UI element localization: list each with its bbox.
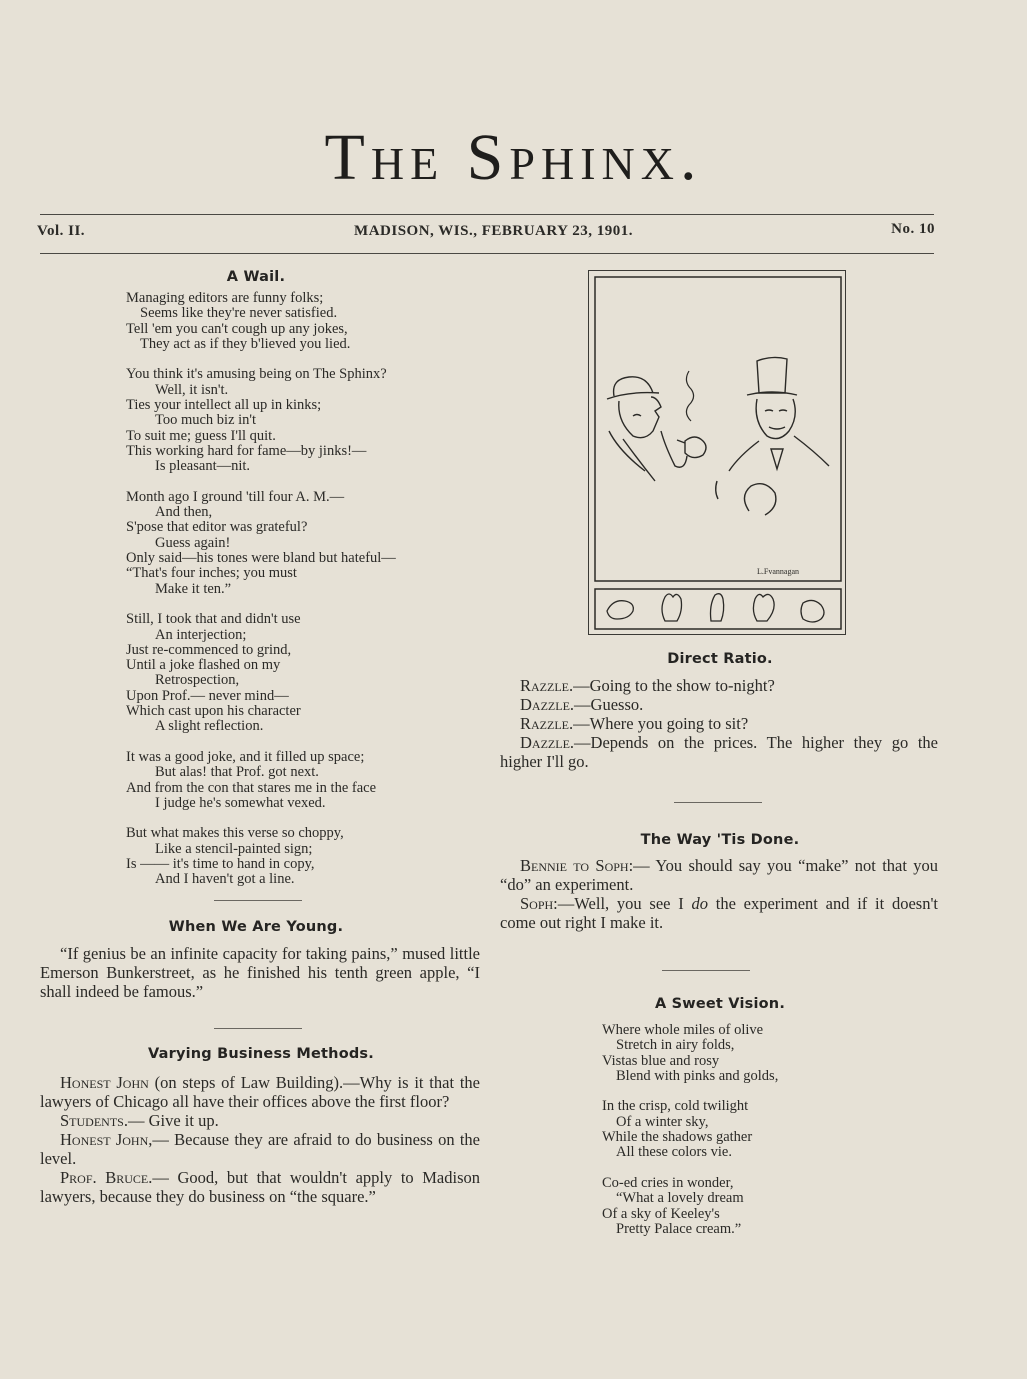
poem-line: I judge he's somewhat vexed. bbox=[155, 794, 326, 811]
speech: — Because they are afraid to do business on the level. bbox=[40, 1130, 480, 1168]
poem-line: Until a joke flashed on my bbox=[126, 657, 281, 674]
poem-line: Which cast upon his character bbox=[126, 703, 301, 720]
dialogue-line bbox=[500, 695, 938, 714]
a-wail-stanza-3 bbox=[126, 490, 396, 597]
poem-line: Just re-commenced to grind, bbox=[126, 641, 292, 658]
masthead-title: The Sphinx. bbox=[324, 121, 703, 194]
dialogue-line bbox=[500, 856, 938, 894]
poem-line: Seems like they're never satisfied. bbox=[140, 305, 338, 322]
poem-line: And then, bbox=[155, 504, 213, 521]
cartoon-signature: L.Fvannagan bbox=[757, 567, 799, 576]
a-wail-stanza-2 bbox=[126, 367, 396, 474]
when-young-paragraph: “If genius be an infinite capacity for taking pains,” mused little Emerson Bunkerstreet, as he finished his tenth green apple, “I shall indeed be famous.” bbox=[40, 944, 480, 1001]
poem-line: “That's four inches; you must bbox=[126, 565, 297, 582]
poem-line: Is pleasant—nit. bbox=[155, 458, 251, 475]
poem-line: S'pose that editor was grateful? bbox=[126, 519, 308, 536]
poem-line: To suit me; guess I'll quit. bbox=[126, 427, 276, 444]
poem-line: Stretch in airy folds, bbox=[616, 1037, 735, 1054]
speech: — You should say you “make” not that you “do” an experiment. bbox=[500, 856, 939, 894]
speech: —Where you going to sit? bbox=[573, 714, 749, 733]
speech: —Guesso. bbox=[574, 695, 644, 714]
speaker: Dazzle. bbox=[520, 733, 575, 752]
speaker: Students. bbox=[60, 1111, 128, 1130]
a-wail-poem bbox=[126, 291, 396, 903]
poem-line: All these colors vie. bbox=[616, 1144, 732, 1161]
poem-line: Guess again! bbox=[155, 534, 231, 551]
poem-line: This working hard for fame—by jinks!— bbox=[126, 442, 367, 459]
poem-line: Too much biz in't bbox=[155, 412, 257, 429]
poem-line: “What a lovely dream bbox=[616, 1190, 744, 1207]
speaker: Soph: bbox=[520, 894, 558, 913]
volume-label: Vol. II. bbox=[37, 223, 86, 239]
speaker: Honest John, bbox=[60, 1130, 153, 1149]
dialogue-line bbox=[500, 676, 938, 695]
man-with-top-hat-figure bbox=[716, 357, 829, 515]
poem-line: Upon Prof.— never mind— bbox=[126, 687, 289, 704]
poem-line: Managing editors are funny folks; bbox=[126, 290, 324, 306]
poem-line: Retrospection, bbox=[155, 672, 240, 689]
dialogue-line bbox=[40, 1111, 480, 1130]
poem-line: But alas! that Prof. got next. bbox=[155, 764, 319, 781]
speech: (on steps of Law Building).—Why is it that the lawyers of Chicago all have their offices above the first floor? bbox=[40, 1073, 480, 1111]
dialogue-line bbox=[500, 733, 938, 771]
poem-line: Month ago I ground 'till four A. M.— bbox=[126, 488, 345, 505]
direct-ratio-title: Direct Ratio. bbox=[667, 651, 773, 667]
poem-line: Tell 'em you can't cough up any jokes, bbox=[126, 320, 348, 337]
dialogue-line bbox=[40, 1073, 480, 1111]
poem-line: Of a sky of Keeley's bbox=[602, 1205, 720, 1222]
poem-line: A slight reflection. bbox=[155, 718, 264, 735]
speech: —Depends on the prices. The higher they go the higher I'll go. bbox=[500, 733, 938, 771]
sweet-vision-stanza-3 bbox=[602, 1176, 778, 1237]
poem-line: And I haven't got a line. bbox=[155, 871, 295, 888]
poem-line: In the crisp, cold twilight bbox=[602, 1098, 749, 1115]
poem-line: Ties your intellect all up in kinks; bbox=[126, 397, 322, 414]
header-rule-bottom bbox=[40, 253, 934, 254]
hand-gesture-strip bbox=[607, 594, 824, 622]
poem-line: They act as if they b'lieved you lied. bbox=[140, 335, 351, 352]
poem-line: While the shadows gather bbox=[602, 1129, 753, 1146]
poem-line: Is —— it's time to hand in copy, bbox=[126, 855, 315, 872]
speech: the experiment and if it doesn't come out right I make it. bbox=[500, 894, 939, 932]
dialogue-line bbox=[500, 714, 938, 733]
direct-ratio-text bbox=[500, 676, 938, 771]
poem-line: Still, I took that and didn't use bbox=[126, 611, 301, 628]
sweet-vision-title: A Sweet Vision. bbox=[654, 996, 786, 1012]
dialogue-line bbox=[500, 894, 938, 932]
separator-rule bbox=[214, 900, 302, 901]
sweet-vision-stanza-2 bbox=[602, 1099, 778, 1160]
varying-title: Varying Business Methods. bbox=[148, 1046, 374, 1062]
cigar-smoke bbox=[686, 371, 693, 421]
poem-line: An interjection; bbox=[155, 626, 247, 643]
sweet-vision-poem bbox=[602, 1023, 778, 1252]
poem-line: Pretty Palace cream.” bbox=[616, 1220, 742, 1237]
cartoon-illustration bbox=[589, 271, 845, 634]
a-wail-stanza-5 bbox=[126, 750, 396, 811]
sweet-vision-stanza-1 bbox=[602, 1023, 778, 1084]
separator-rule bbox=[662, 970, 750, 971]
poem-line: Well, it isn't. bbox=[155, 381, 229, 398]
a-wail-title: A Wail. bbox=[226, 269, 286, 285]
speaker: Dazzle. bbox=[520, 695, 575, 714]
speech: — Good, but that wouldn't apply to Madison lawyers, because they do business on “the square.” bbox=[40, 1168, 481, 1206]
when-young-text bbox=[40, 944, 480, 1001]
poem-line: Vistas blue and rosy bbox=[602, 1052, 720, 1069]
poem-line: And from the con that stares me in the face bbox=[126, 779, 377, 796]
issue-number: No. 10 bbox=[891, 221, 935, 237]
speaker: Honest John bbox=[60, 1073, 149, 1092]
poem-line: Where whole miles of olive bbox=[602, 1022, 764, 1038]
header-rule-top bbox=[40, 214, 934, 215]
speaker: Prof. Bruce. bbox=[60, 1168, 153, 1187]
speaker: Bennie to Soph: bbox=[520, 856, 634, 875]
dateline: MADISON, WIS., FEBRUARY 23, 1901. bbox=[354, 223, 633, 239]
speech: —Going to the show to-night? bbox=[573, 676, 775, 695]
dialogue-line bbox=[40, 1130, 480, 1168]
separator-rule bbox=[214, 1028, 302, 1029]
speech: —Well, you see I bbox=[557, 894, 692, 913]
speech: — Give it up. bbox=[127, 1111, 219, 1130]
poem-line: Make it ten.” bbox=[155, 580, 232, 597]
separator-rule bbox=[674, 802, 762, 803]
varying-text bbox=[40, 1073, 480, 1206]
poem-line: You think it's amusing being on The Sphinx? bbox=[126, 366, 387, 383]
way-done-text bbox=[500, 856, 938, 932]
cartoon-frame bbox=[588, 270, 846, 635]
poem-line: Of a winter sky, bbox=[616, 1113, 709, 1130]
speaker: Razzle. bbox=[520, 714, 574, 733]
way-done-title: The Way 'Tis Done. bbox=[640, 832, 800, 848]
emphasis: do bbox=[691, 894, 708, 913]
hand-with-cigar bbox=[677, 437, 706, 458]
poem-line: Co-ed cries in wonder, bbox=[602, 1174, 734, 1191]
a-wail-stanza-1 bbox=[126, 291, 396, 352]
a-wail-stanza-4 bbox=[126, 612, 396, 734]
speaker: Razzle. bbox=[520, 676, 574, 695]
when-young-title: When We Are Young. bbox=[168, 919, 344, 935]
man-with-derby-figure bbox=[607, 377, 687, 481]
poem-line: Like a stencil-painted sign; bbox=[155, 840, 313, 857]
poem-line: But what makes this verse so choppy, bbox=[126, 825, 344, 842]
poem-line: Only said—his tones were bland but hateful— bbox=[126, 550, 396, 567]
dialogue-line bbox=[40, 1168, 480, 1206]
poem-line: It was a good joke, and it filled up space; bbox=[126, 748, 365, 765]
poem-line: Blend with pinks and golds, bbox=[616, 1067, 779, 1084]
a-wail-stanza-6 bbox=[126, 826, 396, 887]
